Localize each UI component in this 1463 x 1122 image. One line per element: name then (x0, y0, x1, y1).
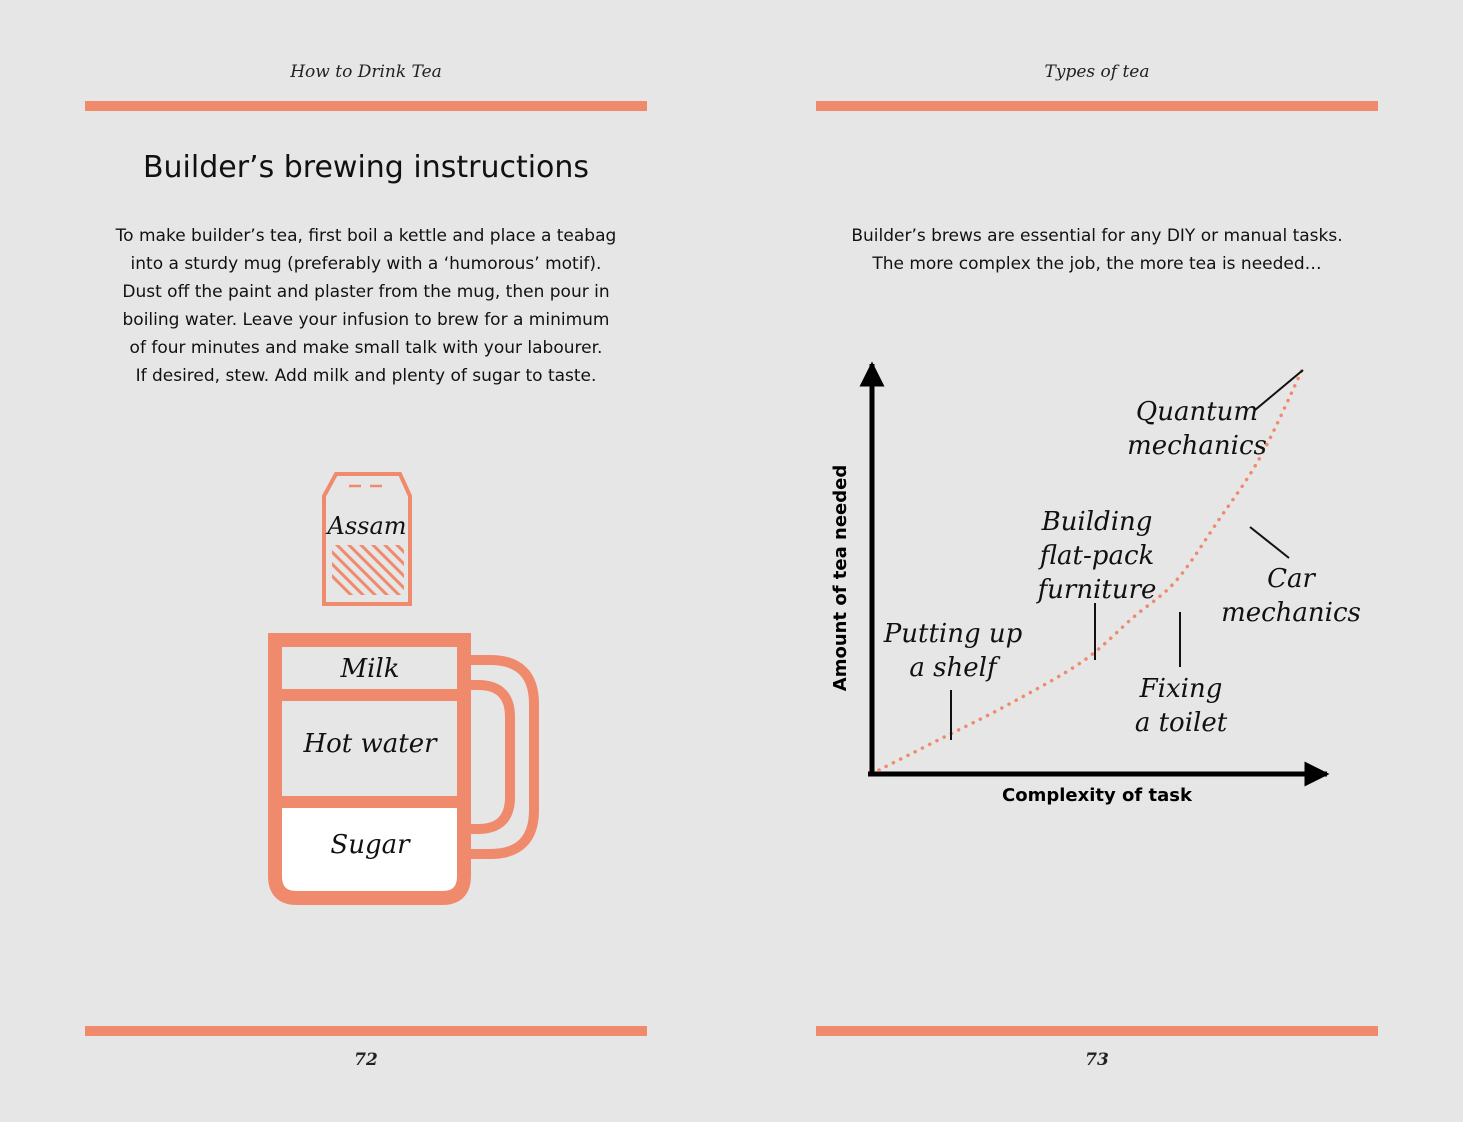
page-number: 72 (354, 1050, 378, 1070)
body-line: of four minutes and make small talk with your labourer. (129, 338, 603, 358)
chart-annotation (1036, 507, 1157, 660)
left-page (0, 0, 731, 1122)
annotation-label: Building (1041, 507, 1153, 537)
annotation-label: Quantum (1135, 397, 1259, 427)
mug-layer-hot-water: Hot water (303, 729, 437, 759)
chart-annotation (1221, 527, 1361, 628)
annotation-label: mechanics (1221, 598, 1361, 628)
body-line: boiling water. Leave your infusion to brew for a minimum (122, 310, 610, 330)
running-head: How to Drink Tea (290, 62, 442, 82)
teabag-label: Assam (327, 512, 407, 540)
mug-layer-sugar: Sugar (330, 830, 410, 860)
annotation-label: flat-pack (1039, 541, 1155, 571)
annotation-leader-line (1250, 527, 1289, 558)
body-line: To make builder’s tea, first boil a kettle and place a teabag (115, 226, 617, 246)
body-line: into a sturdy mug (preferably with a ‘humorous’ motif). (130, 254, 602, 274)
body-line: Builder’s brews are essential for any DIY or manual tasks. (851, 226, 1343, 246)
bottom-rule (816, 1026, 1378, 1036)
chart-annotation (1127, 370, 1303, 461)
running-head: Types of tea (1044, 62, 1150, 82)
right-page (731, 0, 1462, 1122)
annotation-label: a shelf (909, 653, 997, 683)
body-line: If desired, stew. Add milk and plenty of sugar to taste. (135, 366, 597, 386)
chart-annotation (883, 619, 1023, 740)
annotation-label: a toilet (1134, 708, 1228, 738)
body-line: Dust off the paint and plaster from the mug, then pour in (122, 282, 610, 302)
page-number: 73 (1085, 1050, 1109, 1070)
mug-icon (275, 640, 534, 898)
annotation-label: Car (1267, 564, 1315, 594)
annotation-label: Putting up (883, 619, 1023, 649)
mug-illustration (0, 0, 731, 1122)
x-axis-label: Complexity of task (1002, 785, 1192, 806)
annotation-label: Fixing (1139, 674, 1223, 704)
mug-layer-milk: Milk (340, 654, 400, 684)
bottom-rule (85, 1026, 647, 1036)
chart-annotation (1135, 612, 1228, 738)
annotation-label: furniture (1037, 575, 1157, 605)
annotation-leader-line (1255, 370, 1303, 410)
body-line: The more complex the job, the more tea is needed… (872, 254, 1322, 274)
annotation-label: mechanics (1127, 431, 1267, 461)
teabag-icon (296, 474, 452, 604)
y-axis-label: Amount of tea needed (830, 464, 851, 692)
tea-complexity-chart (731, 0, 1462, 1122)
page-title: Builder’s brewing instructions (142, 150, 590, 185)
